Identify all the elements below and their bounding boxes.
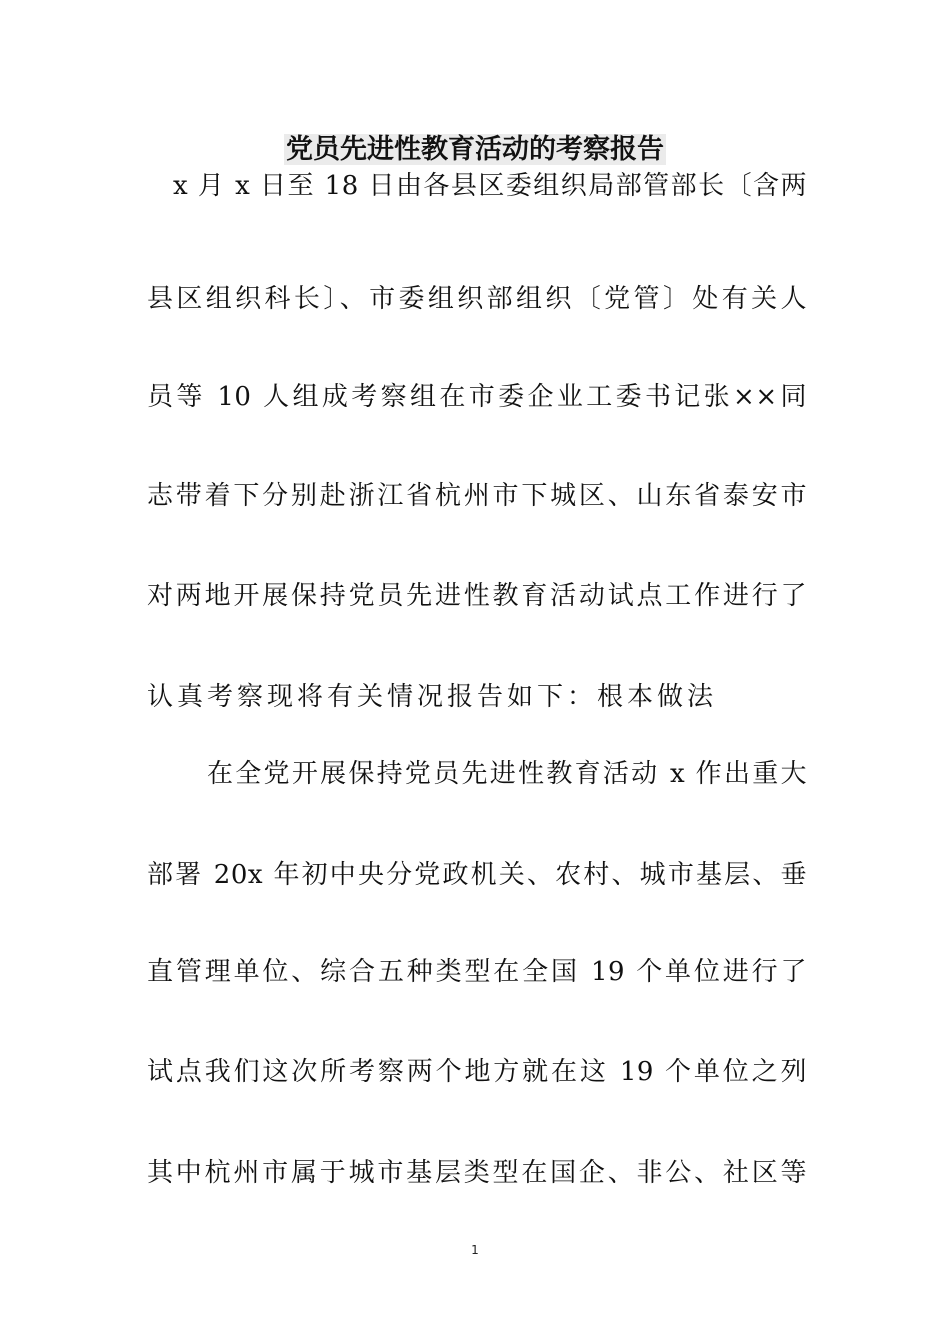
paragraph-2-line-3: 直管理单位、综合五种类型在全国 19 个单位进行了 <box>147 957 807 987</box>
paragraph-1-line-6: 认真考察现将有关情况报告如下：根本做法 <box>147 682 718 712</box>
paragraph-2-line-4: 试点我们这次所考察两个地方就在这 19 个单位之列 <box>147 1057 807 1087</box>
paragraph-1-line-4: 志带着下分别赴浙江省杭州市下城区、山东省泰安市 <box>147 481 807 511</box>
paragraph-2-line-1: 在全党开展保持党员先进性教育活动 x 作出重大 <box>207 759 807 789</box>
paragraph-1-line-3: 员等 10 人组成考察组在市委企业工委书记张××同 <box>147 382 807 412</box>
paragraph-1-line-2: 县区组织科长〕、市委组织部组织〔党管〕处有关人 <box>147 284 807 314</box>
document-title <box>0 130 950 170</box>
paragraph-1-line-5: 对两地开展保持党员先进性教育活动试点工作进行了 <box>147 581 807 611</box>
paragraph-1-line-1: x 月 x 日至 18 日由各县区委组织局部管部长〔含两 <box>173 171 807 201</box>
page-number: 1 <box>471 1243 479 1257</box>
paragraph-2-line-5: 其中杭州市属于城市基层类型在国企、非公、社区等 <box>147 1158 807 1188</box>
paragraph-2-line-2: 部署 20x 年初中央分党政机关、农村、城市基层、垂 <box>147 860 807 890</box>
document-title-text: 党员先进性教育活动的考察报告 <box>286 134 664 165</box>
